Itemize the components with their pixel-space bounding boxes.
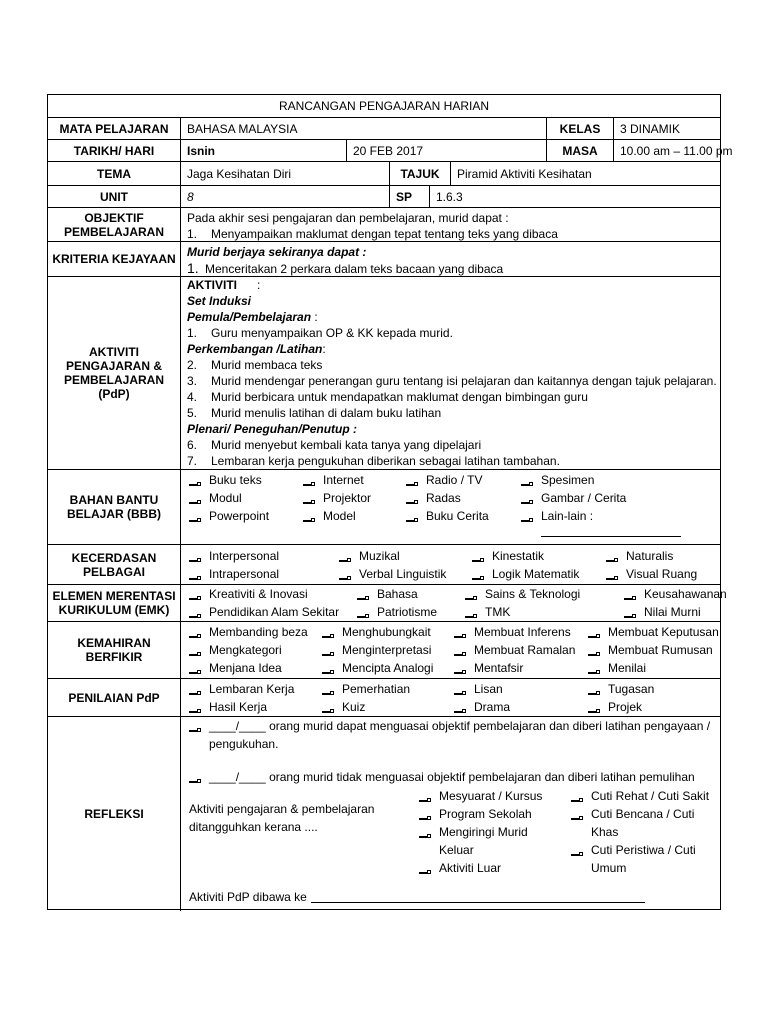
checkbox-icon bbox=[322, 650, 334, 656]
option-label: Projektor bbox=[323, 491, 372, 505]
checkbox-radio-tv[interactable] bbox=[406, 472, 482, 488]
checkbox-menghubungkait[interactable] bbox=[322, 624, 431, 640]
checkbox-icon bbox=[521, 516, 533, 522]
bbb-options bbox=[180, 470, 720, 544]
value-sp: 1.6.3 bbox=[429, 186, 720, 207]
checkbox-icon bbox=[454, 650, 466, 656]
page-title: RANCANGAN PENGAJARAN HARIAN bbox=[278, 99, 490, 113]
label-emk: ELEMEN MERENTASI KURIKULUM (EMK) bbox=[52, 589, 176, 617]
objektif-content bbox=[180, 208, 720, 241]
value-tajuk: Piramid Aktiviti Kesihatan bbox=[450, 162, 720, 185]
mengiringi-cont: Keluar bbox=[439, 843, 474, 857]
checkbox-icon bbox=[303, 480, 315, 486]
checkbox-icon bbox=[465, 612, 477, 618]
checkbox-membanding-beza[interactable] bbox=[189, 624, 308, 640]
checkbox-program-sekolah[interactable] bbox=[419, 806, 532, 822]
option-label: Keusahawanan bbox=[644, 587, 727, 601]
aktiviti-item-5 bbox=[187, 405, 714, 421]
option-label: Mengkategori bbox=[209, 643, 282, 657]
row-tema bbox=[48, 161, 720, 185]
aktiviti-heading: AKTIVITI bbox=[187, 278, 237, 292]
item-text: Murid mendengar penerangan guru tentang isi pelajaran dan kaitannya dengan tajuk pelajaran. bbox=[211, 374, 717, 388]
lain-lain-input[interactable] bbox=[541, 522, 681, 537]
checkbox-icon bbox=[406, 480, 418, 486]
option-label: Membuat Ramalan bbox=[474, 643, 576, 657]
value-tema: Jaga Kesihatan Diri bbox=[180, 162, 389, 185]
option-label: Sains & Teknologi bbox=[485, 587, 581, 601]
aktiviti-heading-line bbox=[187, 277, 714, 293]
item-number: 7. bbox=[187, 454, 198, 468]
checkbox-membuat-ramalan[interactable] bbox=[454, 642, 575, 658]
option-label: Membuat Rumusan bbox=[608, 643, 713, 657]
option-label: Menilai bbox=[608, 661, 647, 675]
checkbox-icon bbox=[571, 850, 583, 856]
checkbox-tmk[interactable] bbox=[465, 604, 510, 620]
perkembangan-line bbox=[187, 341, 714, 357]
option-label: Projek bbox=[608, 700, 643, 714]
option-label: Pendidikan Alam Sekitar bbox=[209, 605, 340, 619]
checkbox-gambar-cerita[interactable] bbox=[521, 490, 626, 506]
checkbox-interpersonal[interactable] bbox=[189, 548, 279, 564]
row-kemahiran bbox=[48, 621, 720, 678]
option-label: Tugasan bbox=[608, 682, 655, 696]
aktiviti-content bbox=[180, 277, 720, 469]
checkbox-cuti-rehat[interactable] bbox=[571, 788, 709, 804]
label-kemahiran: KEMAHIRAN BERFIKIR bbox=[77, 636, 151, 664]
checkbox-icon bbox=[571, 796, 583, 802]
option-label: Muzikal bbox=[359, 549, 400, 563]
aktiviti-item-7 bbox=[187, 453, 714, 469]
checkbox-patriotisme[interactable] bbox=[357, 604, 437, 620]
option-label: Gambar / Cerita bbox=[541, 491, 627, 505]
row-kriteria bbox=[48, 241, 720, 276]
label-tema: TEMA bbox=[97, 166, 131, 181]
label-unit: UNIT bbox=[100, 189, 128, 204]
option-label: Radas bbox=[426, 491, 461, 505]
checkbox-icon bbox=[189, 689, 201, 695]
checkbox-cuti-peristiwa[interactable] bbox=[571, 842, 696, 858]
checkbox-membuat-keputusan[interactable] bbox=[588, 624, 719, 640]
option-label: orang murid tidak menguasai objektif pembelajaran dan diberi latihan pemulihan bbox=[269, 770, 695, 784]
item-number: 1. bbox=[187, 326, 198, 340]
option-label: Lisan bbox=[474, 682, 503, 696]
item-text: Murid membaca teks bbox=[211, 358, 323, 372]
checkbox-icon bbox=[472, 556, 484, 562]
checkbox-kinestatik[interactable] bbox=[472, 548, 544, 564]
kriteria-item-text: Menceritakan 2 perkara dalam teks bacaan yang dibaca bbox=[205, 262, 504, 276]
option-label: Logik Matematik bbox=[492, 567, 580, 581]
option-label: Menginterpretasi bbox=[342, 643, 432, 657]
checkbox-icon bbox=[472, 574, 484, 580]
checkbox-lembaran-kerja[interactable] bbox=[189, 681, 294, 697]
objektif-intro: Pada akhir sesi pengajaran dan pembelajaran, murid dapat : bbox=[187, 211, 509, 225]
aktiviti-item-6 bbox=[187, 437, 714, 453]
aktiviti-item-3 bbox=[187, 373, 717, 389]
lesson-plan-table bbox=[47, 94, 733, 910]
label-tarikh-hari: TARIKH/ HARI bbox=[73, 143, 155, 158]
checkbox-sains[interactable] bbox=[465, 586, 580, 602]
objektif-item bbox=[187, 226, 714, 242]
checkbox-tidak-menguasai[interactable] bbox=[189, 769, 695, 785]
checkbox-hasil-kerja[interactable] bbox=[189, 699, 267, 715]
checkbox-icon bbox=[419, 814, 431, 820]
checkbox-powerpoint[interactable] bbox=[189, 508, 269, 524]
value-masa: 10.00 am – 11.00 pm bbox=[613, 140, 720, 161]
checkbox-icon bbox=[588, 689, 600, 695]
emk-options bbox=[180, 585, 727, 621]
plenari-heading: Plenari/ Peneguhan/Penutup : bbox=[187, 422, 358, 436]
checkbox-icon bbox=[322, 632, 334, 638]
option-label: Kreativiti & Inovasi bbox=[209, 587, 308, 601]
checkbox-drama[interactable] bbox=[454, 699, 510, 715]
tangguh-label-2: ditangguhkan kerana .... bbox=[189, 820, 318, 834]
row-objektif bbox=[48, 207, 720, 241]
option-label: Menghubungkait bbox=[342, 625, 431, 639]
checkbox-naturalis[interactable] bbox=[606, 548, 673, 564]
checkbox-projek[interactable] bbox=[588, 699, 642, 715]
checkbox-spesimen[interactable] bbox=[521, 472, 594, 488]
item-number: 4. bbox=[187, 390, 198, 404]
option-label: Hasil Kerja bbox=[209, 700, 268, 714]
checkbox-icon bbox=[406, 516, 418, 522]
count-blank: ____/____ bbox=[209, 719, 266, 733]
checkbox-icon bbox=[588, 707, 600, 713]
checkbox-lisan[interactable] bbox=[454, 681, 503, 697]
item-text: Murid menyebut kembali kata tanya yang dipelajari bbox=[211, 438, 482, 452]
kriteria-item-number: 1. bbox=[187, 260, 199, 276]
option-label: Naturalis bbox=[626, 549, 674, 563]
kriteria-item bbox=[187, 260, 714, 276]
option-label: Pemerhatian bbox=[342, 682, 411, 696]
option-label: Cuti Bencana / Cuti bbox=[591, 807, 695, 821]
checkbox-model[interactable] bbox=[303, 508, 356, 524]
checkbox-buku-teks[interactable] bbox=[189, 472, 262, 488]
checkbox-modul[interactable] bbox=[189, 490, 242, 506]
checkbox-membuat-rumusan[interactable] bbox=[588, 642, 713, 658]
row-penilaian bbox=[48, 678, 720, 716]
checkbox-icon bbox=[624, 612, 636, 618]
option-label: Verbal Linguistik bbox=[359, 567, 447, 581]
checkbox-icon bbox=[189, 668, 201, 674]
option-label: Program Sekolah bbox=[439, 807, 532, 821]
checkbox-icon bbox=[588, 668, 600, 674]
objektif-item-number: 1. bbox=[187, 227, 198, 241]
checkbox-cuti-bencana[interactable] bbox=[571, 806, 694, 822]
row-tarikh bbox=[48, 139, 733, 161]
checkbox-icon bbox=[189, 707, 201, 713]
option-label: Menjana Idea bbox=[209, 661, 282, 675]
checkbox-menguasai[interactable] bbox=[189, 718, 710, 734]
count-blank: ____/____ bbox=[209, 770, 266, 784]
checkbox-icon bbox=[465, 594, 477, 600]
checkbox-icon bbox=[189, 777, 201, 783]
perkembangan-heading: Perkembangan /Latihan bbox=[187, 342, 323, 356]
checkbox-icon bbox=[521, 498, 533, 504]
option-label: Buku Cerita bbox=[426, 509, 489, 523]
option-label: Bahasa bbox=[377, 587, 418, 601]
checkbox-icon bbox=[357, 594, 369, 600]
option-label: Powerpoint bbox=[209, 509, 270, 523]
set-induksi: Set Induksi bbox=[187, 294, 252, 308]
checkbox-logik-matematik[interactable] bbox=[472, 566, 579, 582]
label-penilaian: PENILAIAN PdP bbox=[68, 690, 160, 705]
row-aktiviti bbox=[48, 276, 720, 469]
checkbox-projektor[interactable] bbox=[303, 490, 371, 506]
aktiviti-item-4 bbox=[187, 389, 714, 405]
option-label: Modul bbox=[209, 491, 242, 505]
checkbox-mencipta-analogi[interactable] bbox=[322, 660, 433, 676]
checkbox-icon bbox=[419, 868, 431, 874]
option-label: Mengiringi Murid bbox=[439, 825, 528, 839]
checkbox-bahasa[interactable] bbox=[357, 586, 418, 602]
checkbox-icon bbox=[189, 480, 201, 486]
aktiviti-item-2 bbox=[187, 357, 714, 373]
option-label: Cuti Rehat / Cuti Sakit bbox=[591, 789, 710, 803]
option-label: Visual Ruang bbox=[626, 567, 698, 581]
penilaian-options bbox=[180, 679, 720, 716]
dibawa-input[interactable] bbox=[311, 889, 645, 903]
option-label: Cuti Peristiwa / Cuti bbox=[591, 843, 696, 857]
item-number: 2. bbox=[187, 358, 198, 372]
label-mata-pelajaran: MATA PELAJARAN bbox=[59, 121, 169, 136]
option-label: Aktiviti Luar bbox=[439, 861, 502, 875]
checkbox-icon bbox=[303, 516, 315, 522]
checkbox-mesyuarat[interactable] bbox=[419, 788, 542, 804]
checkbox-radas[interactable] bbox=[406, 490, 461, 506]
label-objektif: OBJEKTIF PEMBELAJARAN bbox=[63, 210, 164, 239]
option-label: Intrapersonal bbox=[209, 567, 280, 581]
option-label: Spesimen bbox=[541, 473, 595, 487]
option-label: orang murid dapat menguasai objektif pembelajaran dan diberi latihan pengayaan / bbox=[269, 719, 711, 733]
label-sp: SP bbox=[389, 186, 429, 207]
checkbox-icon bbox=[189, 650, 201, 656]
checkbox-icon bbox=[189, 632, 201, 638]
checkbox-icon bbox=[189, 726, 201, 732]
label-aktiviti: AKTIVITI PENGAJARAN & PEMBELAJARAN (PdP) bbox=[63, 345, 164, 401]
option-label: Internet bbox=[323, 473, 364, 487]
checkbox-icon bbox=[339, 574, 351, 580]
checkbox-alam-sekitar[interactable] bbox=[189, 604, 339, 620]
option-label: Radio / TV bbox=[426, 473, 483, 487]
checkbox-icon bbox=[303, 498, 315, 504]
label-refleksi: REFLEKSI bbox=[84, 807, 144, 821]
cuti-bencana-cont: Khas bbox=[591, 825, 619, 839]
item-number: 3. bbox=[187, 374, 198, 388]
checkbox-muzikal[interactable] bbox=[339, 548, 400, 564]
kecerdasan-options bbox=[180, 545, 720, 584]
checkbox-mengkategori[interactable] bbox=[189, 642, 282, 658]
checkbox-keusahawanan[interactable] bbox=[624, 586, 727, 602]
checkbox-icon bbox=[454, 707, 466, 713]
checkbox-mentafsir[interactable] bbox=[454, 660, 523, 676]
checkbox-nilai-murni[interactable] bbox=[624, 604, 701, 620]
checkbox-intrapersonal[interactable] bbox=[189, 566, 279, 582]
checkbox-icon bbox=[357, 612, 369, 618]
option-label: Lain-lain : bbox=[541, 509, 594, 523]
row-unit bbox=[48, 185, 720, 207]
checkbox-icon bbox=[419, 832, 431, 838]
item-text: Lembaran kerja pengukuhan diberikan sebagai latihan tambahan. bbox=[211, 454, 560, 468]
refleksi-content bbox=[180, 717, 720, 911]
value-tarikh: 20 FEB 2017 bbox=[346, 140, 546, 161]
permulaan-heading: Pemula/Pembelajaran bbox=[187, 310, 312, 324]
value-mata-pelajaran: BAHASA MALAYSIA bbox=[180, 118, 546, 139]
checkbox-menginterpretasi[interactable] bbox=[322, 642, 431, 658]
checkbox-menjana-idea[interactable] bbox=[189, 660, 282, 676]
checkbox-kreativiti[interactable] bbox=[189, 586, 308, 602]
label-kecerdasan: KECERDASAN PELBAGAI bbox=[71, 550, 157, 579]
checkbox-visual-ruang[interactable] bbox=[606, 566, 697, 582]
checkbox-icon bbox=[189, 498, 201, 504]
checkbox-icon bbox=[588, 632, 600, 638]
option-label: Mesyuarat / Kursus bbox=[439, 789, 543, 803]
option-label: Membuat Inferens bbox=[474, 625, 571, 639]
label-tajuk: TAJUK bbox=[389, 162, 450, 185]
row-refleksi bbox=[48, 716, 720, 911]
checkbox-tugasan[interactable] bbox=[588, 681, 654, 697]
permulaan-colon: : bbox=[314, 310, 318, 324]
option-label: Membuat Keputusan bbox=[608, 625, 719, 639]
option-label: Kuiz bbox=[342, 700, 366, 714]
checkbox-icon bbox=[624, 594, 636, 600]
option-label: Mentafsir bbox=[474, 661, 524, 675]
value-unit: 8 bbox=[180, 186, 389, 207]
checkbox-icon bbox=[189, 612, 201, 618]
checkbox-icon bbox=[189, 516, 201, 522]
checkbox-icon bbox=[339, 556, 351, 562]
checkbox-icon bbox=[189, 594, 201, 600]
label-kriteria: KRITERIA KEJAYAAN bbox=[52, 252, 176, 266]
checkbox-icon bbox=[322, 668, 334, 674]
option-label: Mencipta Analogi bbox=[342, 661, 434, 675]
dibawa-label: Aktiviti PdP dibawa ke bbox=[189, 890, 307, 904]
checkbox-kuiz[interactable] bbox=[322, 699, 365, 715]
checkbox-icon bbox=[189, 574, 201, 580]
aktiviti-item-1 bbox=[187, 325, 714, 341]
option-label: Model bbox=[323, 509, 356, 523]
kriteria-content bbox=[180, 242, 720, 276]
option-label: TMK bbox=[485, 605, 511, 619]
aktiviti-heading-colon: : bbox=[257, 278, 261, 292]
cuti-peristiwa-cont: Umum bbox=[591, 861, 627, 875]
refleksi-line1-cont: pengukuhan. bbox=[209, 737, 279, 751]
checkbox-icon bbox=[571, 814, 583, 820]
checkbox-icon bbox=[322, 707, 334, 713]
checkbox-buku-cerita[interactable] bbox=[406, 508, 489, 524]
objektif-item-text: Menyampaikan maklumat dengan tepat tentang teks yang dibaca bbox=[211, 227, 558, 241]
row-mata-pelajaran bbox=[48, 117, 720, 139]
option-label: Kinestatik bbox=[492, 549, 545, 563]
row-kecerdasan bbox=[48, 544, 720, 584]
checkbox-internet[interactable] bbox=[303, 472, 364, 488]
checkbox-icon bbox=[322, 689, 334, 695]
row-emk bbox=[48, 584, 727, 621]
item-text: Murid berbicara untuk mendapatkan maklumat dengan bimbingan guru bbox=[211, 390, 588, 404]
checkbox-membuat-inferens[interactable] bbox=[454, 624, 571, 640]
checkbox-verbal-linguistik[interactable] bbox=[339, 566, 446, 582]
checkbox-icon bbox=[454, 689, 466, 695]
item-number: 6. bbox=[187, 438, 198, 452]
value-kelas: 3 DINAMIK bbox=[613, 118, 720, 139]
option-label: Lembaran Kerja bbox=[209, 682, 295, 696]
kriteria-intro: Murid berjaya sekiranya dapat : bbox=[187, 245, 367, 259]
option-label: Interpersonal bbox=[209, 549, 280, 563]
option-label: Patriotisme bbox=[377, 605, 438, 619]
checkbox-icon bbox=[419, 796, 431, 802]
checkbox-icon bbox=[454, 668, 466, 674]
kemahiran-options bbox=[180, 622, 720, 678]
checkbox-aktiviti-luar[interactable] bbox=[419, 860, 501, 876]
option-label: Buku teks bbox=[209, 473, 262, 487]
perkembangan-colon: : bbox=[322, 342, 326, 356]
tangguh-label-1: Aktiviti pengajaran & pembelajaran bbox=[189, 802, 375, 816]
option-label: Drama bbox=[474, 700, 511, 714]
option-label: Membanding beza bbox=[209, 625, 308, 639]
title-row bbox=[48, 95, 720, 117]
checkbox-icon bbox=[189, 556, 201, 562]
item-number: 5. bbox=[187, 406, 198, 420]
checkbox-icon bbox=[588, 650, 600, 656]
item-text: Murid menulis latihan di dalam buku latihan bbox=[211, 406, 442, 420]
checkbox-pemerhatian[interactable] bbox=[322, 681, 410, 697]
row-bbb bbox=[48, 469, 720, 544]
item-text: Guru menyampaikan OP & KK kepada murid. bbox=[211, 326, 453, 340]
checkbox-mengiringi-murid[interactable] bbox=[419, 824, 528, 840]
checkbox-icon bbox=[521, 480, 533, 486]
checkbox-icon bbox=[606, 556, 618, 562]
value-hari: Isnin bbox=[180, 140, 346, 161]
permulaan-line bbox=[187, 309, 714, 325]
label-bbb: BAHAN BANTU BELAJAR (BBB) bbox=[67, 493, 161, 521]
checkbox-icon bbox=[406, 498, 418, 504]
label-masa: MASA bbox=[546, 140, 613, 161]
checkbox-icon bbox=[606, 574, 618, 580]
checkbox-menilai[interactable] bbox=[588, 660, 646, 676]
checkbox-icon bbox=[454, 632, 466, 638]
option-label: Nilai Murni bbox=[644, 605, 701, 619]
label-kelas: KELAS bbox=[546, 118, 613, 139]
